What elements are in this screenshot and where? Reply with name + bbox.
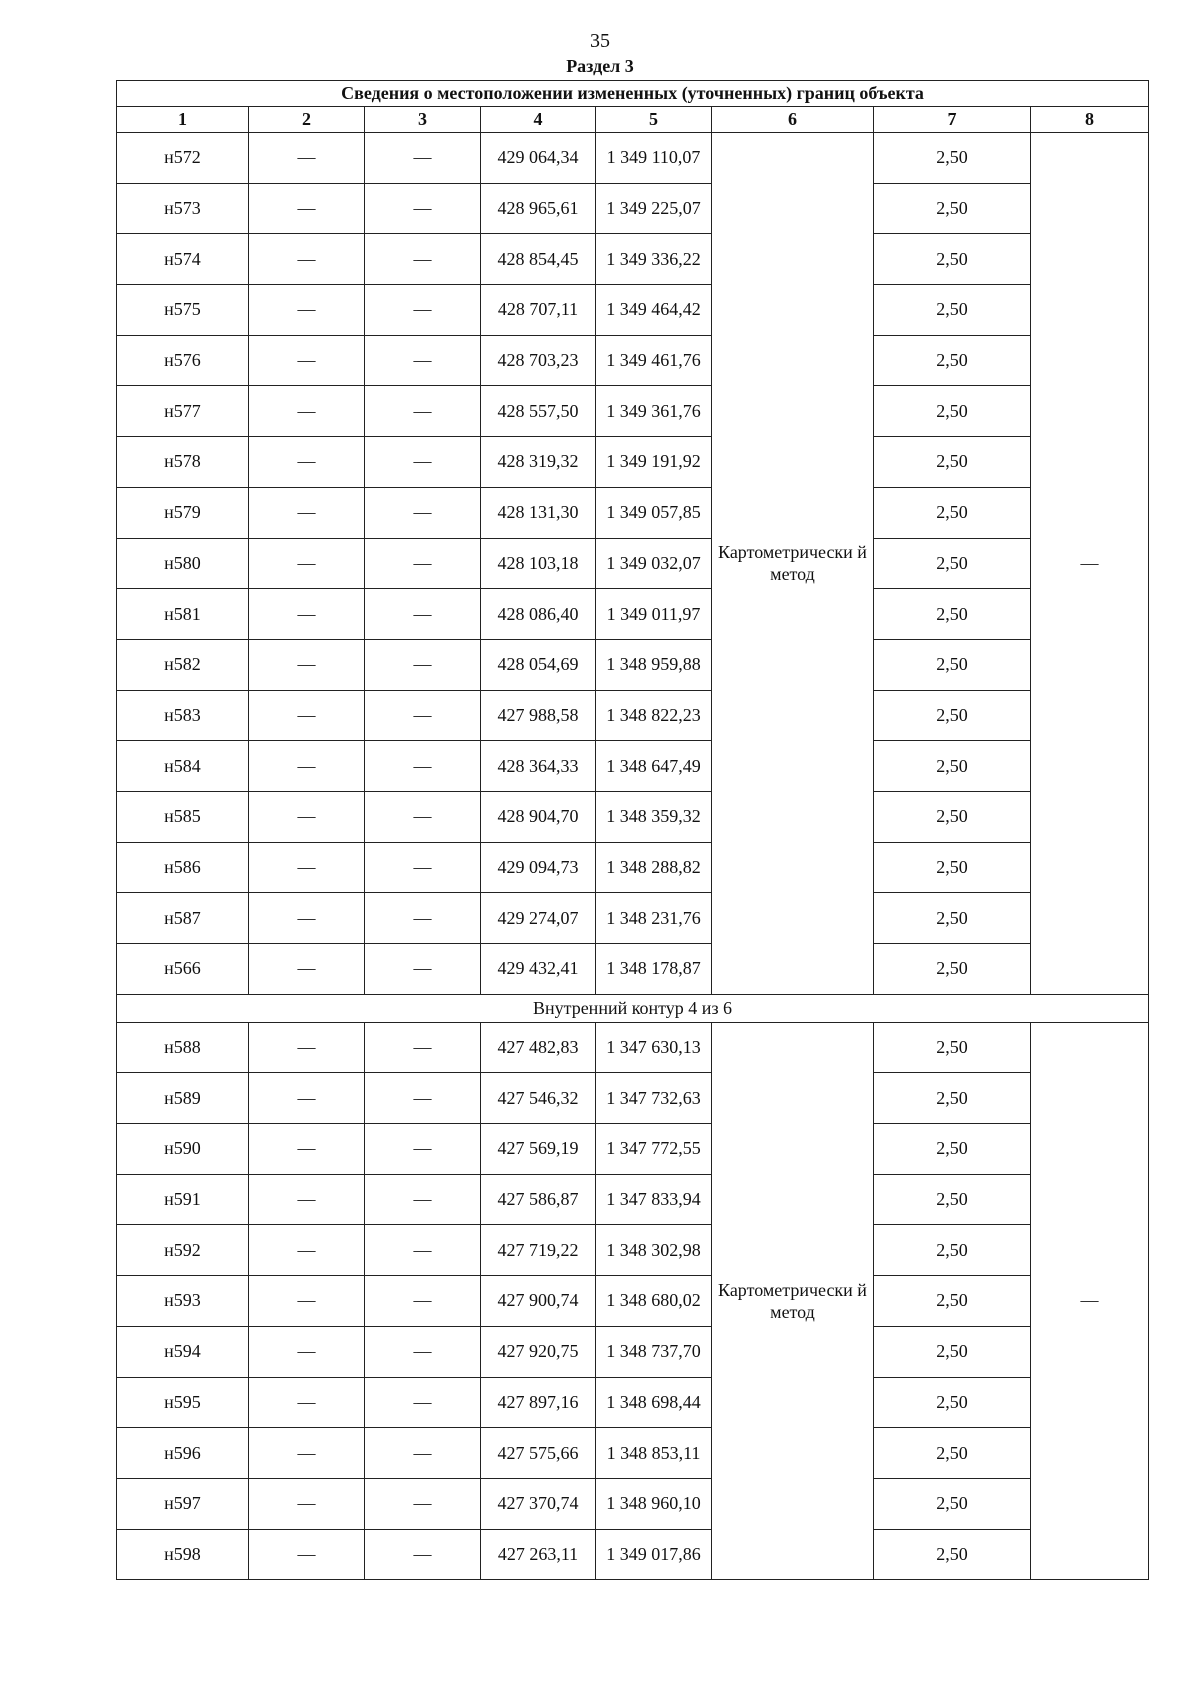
col3-cell: — xyxy=(365,842,481,893)
y-coordinate-cell: 1 349 057,85 xyxy=(596,487,712,538)
contour-label-row xyxy=(117,994,1149,1022)
point-id-cell: н597 xyxy=(117,1478,249,1529)
y-coordinate-cell: 1 348 737,70 xyxy=(596,1326,712,1377)
x-coordinate-cell: 427 569,19 xyxy=(481,1124,596,1175)
x-coordinate-cell: 428 965,61 xyxy=(481,183,596,234)
col3-cell: — xyxy=(365,133,481,184)
col2-cell: — xyxy=(249,538,365,589)
col3-cell: — xyxy=(365,285,481,336)
table-row xyxy=(117,437,1149,488)
table-caption: Сведения о местоположении измененных (уточненных) границ объекта xyxy=(117,81,1149,107)
col2-cell: — xyxy=(249,1478,365,1529)
table-row xyxy=(117,791,1149,842)
y-coordinate-cell: 1 348 231,76 xyxy=(596,893,712,944)
col3-cell: — xyxy=(365,589,481,640)
x-coordinate-cell: 427 586,87 xyxy=(481,1174,596,1225)
col3-cell: — xyxy=(365,944,481,995)
y-coordinate-cell: 1 349 011,97 xyxy=(596,589,712,640)
x-coordinate-cell: 428 707,11 xyxy=(481,285,596,336)
x-coordinate-cell: 428 086,40 xyxy=(481,589,596,640)
accuracy-cell: 2,50 xyxy=(874,1073,1031,1124)
col3-cell: — xyxy=(365,1478,481,1529)
column-number: 6 xyxy=(712,107,874,133)
y-coordinate-cell: 1 349 110,07 xyxy=(596,133,712,184)
y-coordinate-cell: 1 349 361,76 xyxy=(596,386,712,437)
point-id-cell: н583 xyxy=(117,690,249,741)
table-row xyxy=(117,1174,1149,1225)
x-coordinate-cell: 428 854,45 xyxy=(481,234,596,285)
method-cell: Картометрически й метод xyxy=(712,1022,874,1580)
col2-cell: — xyxy=(249,1174,365,1225)
y-coordinate-cell: 1 348 698,44 xyxy=(596,1377,712,1428)
x-coordinate-cell: 427 370,74 xyxy=(481,1478,596,1529)
table-row xyxy=(117,1529,1149,1580)
accuracy-cell: 2,50 xyxy=(874,386,1031,437)
column-number: 2 xyxy=(249,107,365,133)
y-coordinate-cell: 1 348 853,11 xyxy=(596,1428,712,1479)
col3-cell: — xyxy=(365,234,481,285)
table-row xyxy=(117,1124,1149,1175)
x-coordinate-cell: 427 482,83 xyxy=(481,1022,596,1073)
col2-cell: — xyxy=(249,335,365,386)
section-title: Раздел 3 xyxy=(566,56,634,76)
table-row xyxy=(117,335,1149,386)
y-coordinate-cell: 1 348 359,32 xyxy=(596,791,712,842)
accuracy-cell: 2,50 xyxy=(874,589,1031,640)
table-row xyxy=(117,1377,1149,1428)
point-id-cell: н588 xyxy=(117,1022,249,1073)
y-coordinate-cell: 1 349 225,07 xyxy=(596,183,712,234)
column-number: 1 xyxy=(117,107,249,133)
point-id-cell: н593 xyxy=(117,1276,249,1327)
accuracy-cell: 2,50 xyxy=(874,1478,1031,1529)
accuracy-cell: 2,50 xyxy=(874,487,1031,538)
point-id-cell: н584 xyxy=(117,741,249,792)
x-coordinate-cell: 427 897,16 xyxy=(481,1377,596,1428)
col2-cell: — xyxy=(249,791,365,842)
point-id-cell: н587 xyxy=(117,893,249,944)
y-coordinate-cell: 1 348 680,02 xyxy=(596,1276,712,1327)
table-row xyxy=(117,1478,1149,1529)
col3-cell: — xyxy=(365,1276,481,1327)
x-coordinate-cell: 427 719,22 xyxy=(481,1225,596,1276)
col2-cell: — xyxy=(249,893,365,944)
accuracy-cell: 2,50 xyxy=(874,1529,1031,1580)
point-id-cell: н577 xyxy=(117,386,249,437)
contour-label: Внутренний контур 4 из 6 xyxy=(117,994,1149,1022)
point-id-cell: н578 xyxy=(117,437,249,488)
col3-cell: — xyxy=(365,1174,481,1225)
x-coordinate-cell: 428 131,30 xyxy=(481,487,596,538)
col3-cell: — xyxy=(365,386,481,437)
point-id-cell: н595 xyxy=(117,1377,249,1428)
col3-cell: — xyxy=(365,1225,481,1276)
method-cell: Картометрически й метод xyxy=(712,133,874,995)
column-number: 3 xyxy=(365,107,481,133)
col3-cell: — xyxy=(365,893,481,944)
x-coordinate-cell: 427 988,58 xyxy=(481,690,596,741)
col8-cell: — xyxy=(1031,1022,1149,1580)
x-coordinate-cell: 427 575,66 xyxy=(481,1428,596,1479)
accuracy-cell: 2,50 xyxy=(874,1225,1031,1276)
accuracy-cell: 2,50 xyxy=(874,335,1031,386)
table-row xyxy=(117,944,1149,995)
col2-cell: — xyxy=(249,842,365,893)
col3-cell: — xyxy=(365,690,481,741)
x-coordinate-cell: 428 054,69 xyxy=(481,639,596,690)
column-number: 5 xyxy=(596,107,712,133)
col2-cell: — xyxy=(249,1073,365,1124)
y-coordinate-cell: 1 347 732,63 xyxy=(596,1073,712,1124)
y-coordinate-cell: 1 347 833,94 xyxy=(596,1174,712,1225)
col2-cell: — xyxy=(249,1326,365,1377)
accuracy-cell: 2,50 xyxy=(874,1174,1031,1225)
x-coordinate-cell: 427 900,74 xyxy=(481,1276,596,1327)
point-id-cell: н566 xyxy=(117,944,249,995)
accuracy-cell: 2,50 xyxy=(874,1377,1031,1428)
point-id-cell: н592 xyxy=(117,1225,249,1276)
col2-cell: — xyxy=(249,133,365,184)
accuracy-cell: 2,50 xyxy=(874,1124,1031,1175)
col3-cell: — xyxy=(365,1022,481,1073)
y-coordinate-cell: 1 349 461,76 xyxy=(596,335,712,386)
x-coordinate-cell: 428 557,50 xyxy=(481,386,596,437)
accuracy-cell: 2,50 xyxy=(874,893,1031,944)
column-number: 8 xyxy=(1031,107,1149,133)
point-id-cell: н572 xyxy=(117,133,249,184)
accuracy-cell: 2,50 xyxy=(874,1276,1031,1327)
point-id-cell: н580 xyxy=(117,538,249,589)
table-row xyxy=(117,741,1149,792)
accuracy-cell: 2,50 xyxy=(874,133,1031,184)
col2-cell: — xyxy=(249,285,365,336)
x-coordinate-cell: 428 904,70 xyxy=(481,791,596,842)
table-row xyxy=(117,487,1149,538)
page-number: 35 xyxy=(590,30,610,52)
accuracy-cell: 2,50 xyxy=(874,285,1031,336)
y-coordinate-cell: 1 348 288,82 xyxy=(596,842,712,893)
table-row xyxy=(117,183,1149,234)
col3-cell: — xyxy=(365,1377,481,1428)
y-coordinate-cell: 1 347 630,13 xyxy=(596,1022,712,1073)
col2-cell: — xyxy=(249,944,365,995)
y-coordinate-cell: 1 347 772,55 xyxy=(596,1124,712,1175)
point-id-cell: н581 xyxy=(117,589,249,640)
col3-cell: — xyxy=(365,437,481,488)
col3-cell: — xyxy=(365,791,481,842)
point-id-cell: н589 xyxy=(117,1073,249,1124)
table-body xyxy=(117,133,1149,1580)
col2-cell: — xyxy=(249,1529,365,1580)
col8-cell: — xyxy=(1031,133,1149,995)
y-coordinate-cell: 1 348 178,87 xyxy=(596,944,712,995)
accuracy-cell: 2,50 xyxy=(874,944,1031,995)
col2-cell: — xyxy=(249,234,365,285)
table-row xyxy=(117,1073,1149,1124)
x-coordinate-cell: 429 094,73 xyxy=(481,842,596,893)
x-coordinate-cell: 429 064,34 xyxy=(481,133,596,184)
table-row xyxy=(117,285,1149,336)
y-coordinate-cell: 1 348 822,23 xyxy=(596,690,712,741)
x-coordinate-cell: 428 364,33 xyxy=(481,741,596,792)
accuracy-cell: 2,50 xyxy=(874,842,1031,893)
point-id-cell: н574 xyxy=(117,234,249,285)
point-id-cell: н579 xyxy=(117,487,249,538)
col2-cell: — xyxy=(249,1124,365,1175)
x-coordinate-cell: 427 263,11 xyxy=(481,1529,596,1580)
col2-cell: — xyxy=(249,437,365,488)
col3-cell: — xyxy=(365,1326,481,1377)
col2-cell: — xyxy=(249,639,365,690)
point-id-cell: н582 xyxy=(117,639,249,690)
x-coordinate-cell: 429 274,07 xyxy=(481,893,596,944)
table-row xyxy=(117,639,1149,690)
table-row xyxy=(117,1276,1149,1327)
col2-cell: — xyxy=(249,1276,365,1327)
col3-cell: — xyxy=(365,1124,481,1175)
y-coordinate-cell: 1 348 302,98 xyxy=(596,1225,712,1276)
col2-cell: — xyxy=(249,487,365,538)
col2-cell: — xyxy=(249,1428,365,1479)
y-coordinate-cell: 1 348 960,10 xyxy=(596,1478,712,1529)
accuracy-cell: 2,50 xyxy=(874,1428,1031,1479)
col3-cell: — xyxy=(365,639,481,690)
y-coordinate-cell: 1 348 647,49 xyxy=(596,741,712,792)
table-row xyxy=(117,234,1149,285)
x-coordinate-cell: 427 546,32 xyxy=(481,1073,596,1124)
accuracy-cell: 2,50 xyxy=(874,1022,1031,1073)
table-row xyxy=(117,690,1149,741)
y-coordinate-cell: 1 349 464,42 xyxy=(596,285,712,336)
table-row xyxy=(117,538,1149,589)
table-row xyxy=(117,1225,1149,1276)
point-id-cell: н585 xyxy=(117,791,249,842)
y-coordinate-cell: 1 349 032,07 xyxy=(596,538,712,589)
y-coordinate-cell: 1 349 336,22 xyxy=(596,234,712,285)
accuracy-cell: 2,50 xyxy=(874,791,1031,842)
boundary-table xyxy=(116,80,1149,1580)
col2-cell: — xyxy=(249,690,365,741)
col3-cell: — xyxy=(365,335,481,386)
accuracy-cell: 2,50 xyxy=(874,538,1031,589)
x-coordinate-cell: 428 103,18 xyxy=(481,538,596,589)
point-id-cell: н594 xyxy=(117,1326,249,1377)
col2-cell: — xyxy=(249,1377,365,1428)
x-coordinate-cell: 429 432,41 xyxy=(481,944,596,995)
y-coordinate-cell: 1 349 017,86 xyxy=(596,1529,712,1580)
point-id-cell: н576 xyxy=(117,335,249,386)
column-number-row xyxy=(117,107,1149,133)
y-coordinate-cell: 1 348 959,88 xyxy=(596,639,712,690)
x-coordinate-cell: 428 703,23 xyxy=(481,335,596,386)
table-row xyxy=(117,1022,1149,1073)
col2-cell: — xyxy=(249,741,365,792)
col2-cell: — xyxy=(249,589,365,640)
col3-cell: — xyxy=(365,1529,481,1580)
table-row xyxy=(117,386,1149,437)
col3-cell: — xyxy=(365,487,481,538)
table-row xyxy=(117,589,1149,640)
point-id-cell: н586 xyxy=(117,842,249,893)
col2-cell: — xyxy=(249,1022,365,1073)
col2-cell: — xyxy=(249,183,365,234)
table-row xyxy=(117,133,1149,184)
accuracy-cell: 2,50 xyxy=(874,234,1031,285)
point-id-cell: н596 xyxy=(117,1428,249,1479)
col3-cell: — xyxy=(365,1073,481,1124)
accuracy-cell: 2,50 xyxy=(874,690,1031,741)
point-id-cell: н598 xyxy=(117,1529,249,1580)
col3-cell: — xyxy=(365,741,481,792)
column-number: 4 xyxy=(481,107,596,133)
table-row xyxy=(117,1428,1149,1479)
table-row xyxy=(117,842,1149,893)
point-id-cell: н591 xyxy=(117,1174,249,1225)
accuracy-cell: 2,50 xyxy=(874,437,1031,488)
accuracy-cell: 2,50 xyxy=(874,183,1031,234)
accuracy-cell: 2,50 xyxy=(874,741,1031,792)
col2-cell: — xyxy=(249,386,365,437)
x-coordinate-cell: 428 319,32 xyxy=(481,437,596,488)
point-id-cell: н575 xyxy=(117,285,249,336)
col3-cell: — xyxy=(365,538,481,589)
table-row xyxy=(117,1326,1149,1377)
y-coordinate-cell: 1 349 191,92 xyxy=(596,437,712,488)
col3-cell: — xyxy=(365,183,481,234)
point-id-cell: н573 xyxy=(117,183,249,234)
accuracy-cell: 2,50 xyxy=(874,1326,1031,1377)
col2-cell: — xyxy=(249,1225,365,1276)
table-row xyxy=(117,893,1149,944)
column-number: 7 xyxy=(874,107,1031,133)
point-id-cell: н590 xyxy=(117,1124,249,1175)
accuracy-cell: 2,50 xyxy=(874,639,1031,690)
x-coordinate-cell: 427 920,75 xyxy=(481,1326,596,1377)
col3-cell: — xyxy=(365,1428,481,1479)
